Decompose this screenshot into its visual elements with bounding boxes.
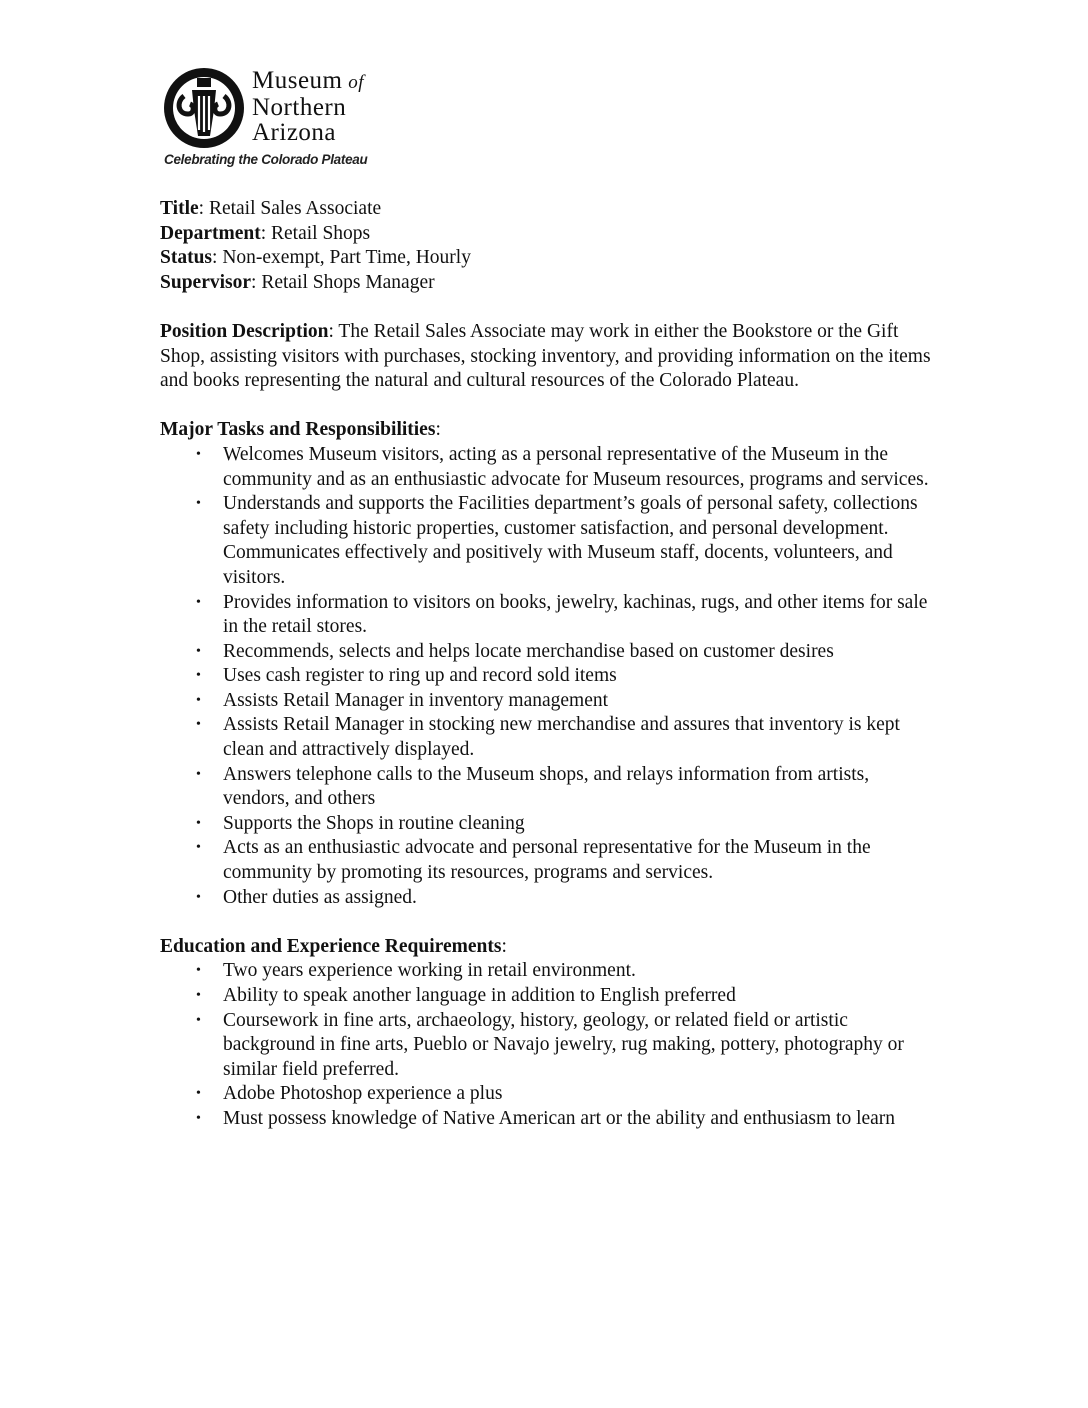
list-item: • Answers telephone calls to the Museum shops, and relays information from artists, vendors, and others [196,763,870,810]
list-item: • Welcomes Museum visitors, acting as a personal representative of the Museum in the community and as an enthusiastic advocate for Museum resources, programs and services. [196,443,929,490]
list-item: • Ability to speak another language in addition to English preferred [160,984,940,1009]
field-department: Department: Retail Shops [160,222,371,244]
bullet-icon: • [196,963,201,979]
list-item: • Other duties as assigned. [160,886,940,911]
position-label: Position Description [160,320,329,342]
bullet-icon: • [196,1012,201,1028]
list-item: • Provides information to visitors on books, jewelry, kachinas, rugs, and other items for sale in the retail stores. [196,591,928,638]
bullet-icon: • [196,1110,201,1126]
field-label: Status [160,247,213,269]
museum-vessel-logo-icon [162,66,246,150]
list-item: • Assists Retail Manager in stocking new merchandise and assures that inventory is kept clean and attractively displayed. [196,714,900,761]
logo-line-2: Northern [252,94,347,121]
field-title: Title: Retail Sales Associate [160,198,382,219]
bullet-icon: • [196,988,201,1003]
logo-line-1: Museum [252,67,343,94]
bullet-icon: • [196,1086,201,1102]
tasks-heading: Major Tasks and Responsibilities: [160,419,441,441]
education-heading: Education and Experience Requirements: [160,935,507,957]
field-value: Non-exempt, Part Time, Hourly [217,247,471,269]
bullet-icon: • [196,594,201,610]
bullet-icon: • [196,446,201,462]
field-value: Retail Shops [266,222,371,244]
bullet-icon: • [196,889,201,905]
list-item: • Assists Retail Manager in inventory management [160,689,940,714]
list-item: • Two years experience working in retail environment. [160,959,940,984]
logo-tagline: Celebrating the Colorado Plateau [164,152,368,167]
bullet-icon: • [196,766,201,782]
logo-of: of [348,72,365,93]
list-item: • Supports the Shops in routine cleaning [160,812,940,837]
bullet-icon: • [196,496,201,512]
list-item: • Acts as an enthusiastic advocate and personal representative for the Museum in the community by promoting its resources, programs and services. [196,837,871,884]
bullet-icon: • [196,840,201,856]
field-label: Department [160,222,261,244]
job-description [160,197,940,1132]
list-item: • Recommends, selects and helps locate merchandise based on customer desires [160,640,940,665]
list-item: • Uses cash register to ring up and record sold items [160,664,940,689]
bullet-icon: • [196,668,201,684]
position-description: Position Description: The Retail Sales Associate may work in either the Bookstore or the Gift Shop, assisting visitors with purchases, stocking inventory, and providing information on the items and books representing the natural and cultural resources of the Colorado Plateau. [160,320,931,392]
education-list [160,959,940,1131]
bullet-icon: • [196,643,201,659]
list-item: • Coursework in fine arts, archaeology, history, geology, or related field or artistic background in fine arts, Pueblo or Navajo jewelry, rug making, pottery, photography or similar field preferred. [196,1009,904,1080]
field-value: Retail Sales Associate [204,198,382,219]
position-text: The Retail Sales Associate may work in either the Bookstore or the Gift Shop, assisting visitors with purchases, stocking inventory, and providing information on the items and books representing the natural and cultural resources of the Colorado Plateau. [160,320,931,392]
field-label: Title [160,198,199,219]
bullet-icon: • [196,717,201,733]
field-label: Supervisor [160,271,252,293]
field-status: Status: Non-exempt, Part Time, Hourly [160,247,471,269]
list-item: • Must possess knowledge of Native American art or the ability and enthusiasm to learn [160,1107,940,1132]
museum-name [252,68,364,145]
list-item: • Understands and supports the Facilities department’s goals of personal safety, collections safety including historic properties, customer satisfaction, and personal development. Communicates effectively and positively with Museum staff, docents, volunteers, and visitors. [196,493,918,588]
museum-logo [162,66,402,176]
logo-line-3: Arizona [252,119,337,146]
field-value: Retail Shops Manager [256,271,435,293]
tasks-list [160,443,940,910]
list-item: • Adobe Photoshop experience a plus [160,1082,940,1107]
bullet-icon: • [196,815,201,831]
field-supervisor: Supervisor: Retail Shops Manager [160,271,435,293]
bullet-icon: • [196,692,201,708]
